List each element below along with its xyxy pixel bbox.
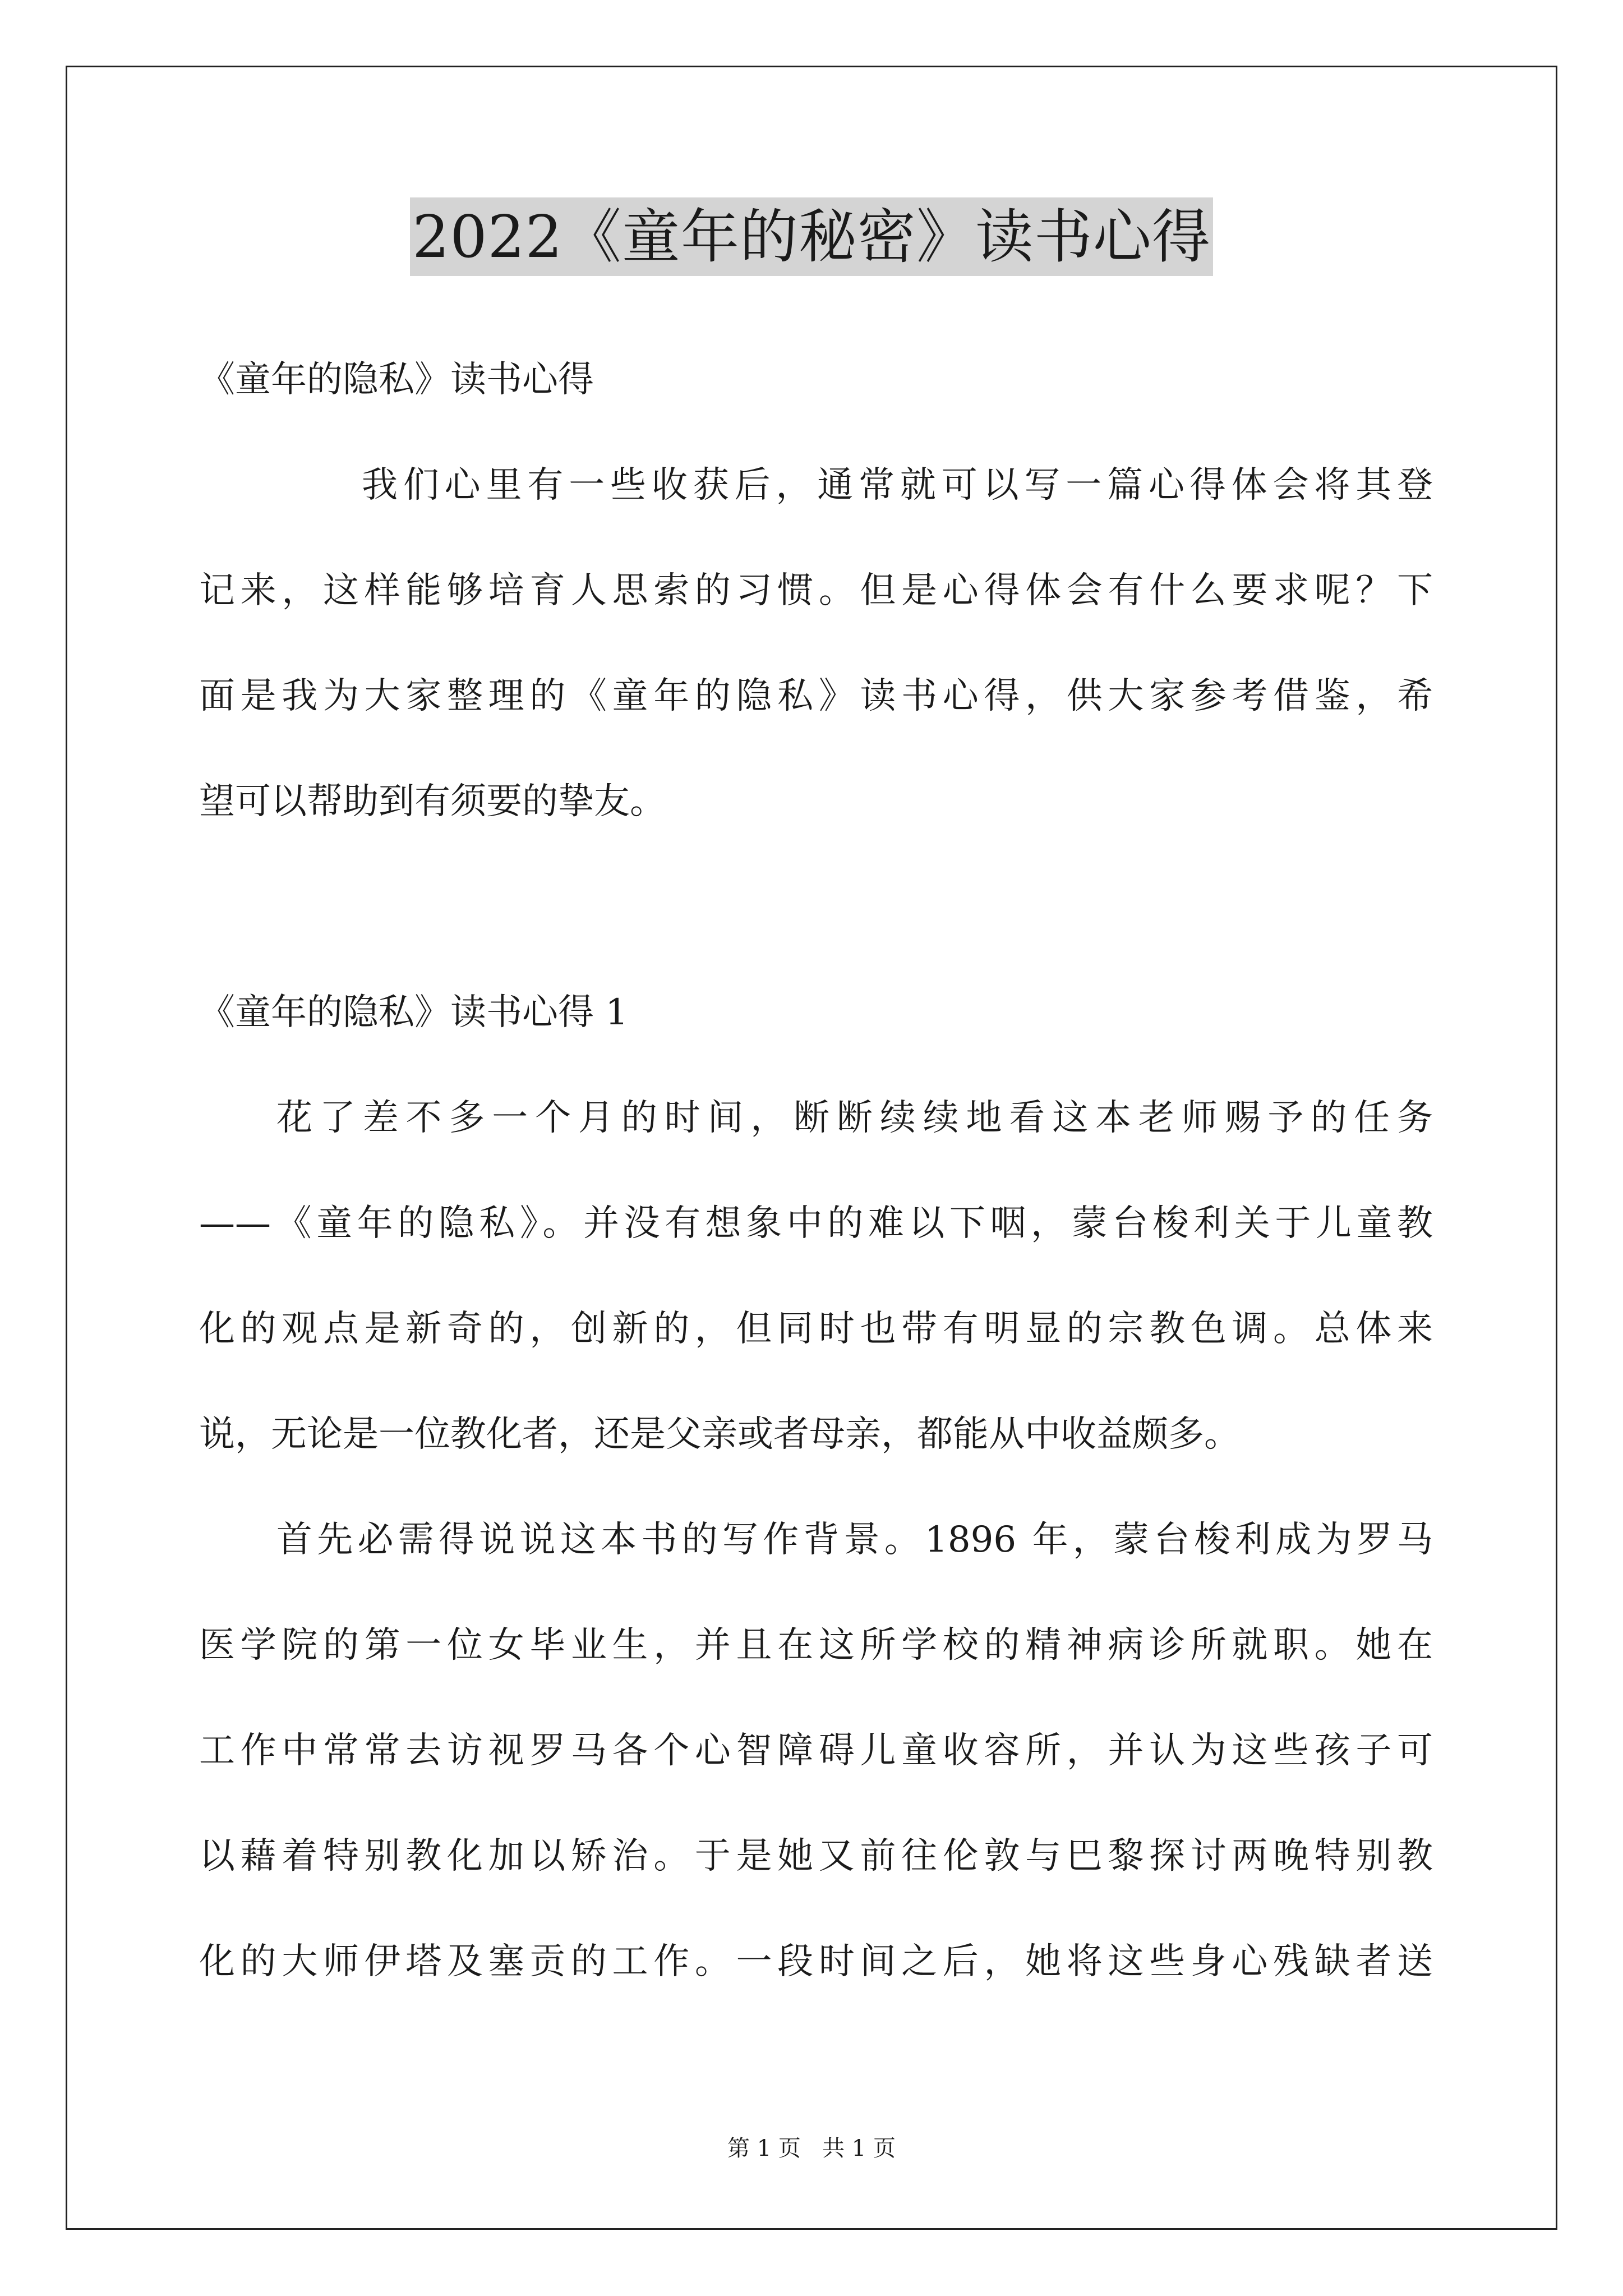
subtitle: 《童年的隐私》读书心得: [199, 359, 594, 401]
document-body: [199, 343, 1433, 2031]
intro-line: 面是我为大家整理的《童年的隐私》读书心得，供大家参考借鉴，希: [199, 675, 1433, 717]
page-footer: 第 1 页 共 1 页: [727, 2136, 896, 2161]
paragraph-line: 工作中常常去访视罗马各个心智障碍儿童收容所，并认为这些孩子可: [199, 1730, 1433, 1772]
intro-line: 记来，这样能够培育人思索的习惯。但是心得体会有什么要求呢？下: [199, 570, 1433, 611]
paragraph-line: 以藉着特别教化加以矫治。于是她又前往伦敦与巴黎探讨两晚特别教: [199, 1835, 1433, 1877]
paragraph-line: 首先必需得说说这本书的写作背景。1896 年，蒙台梭利成为罗马: [276, 1519, 1433, 1561]
paragraph-line: 医学院的第一位女毕业生，并且在这所学校的精神病诊所就职。她在: [199, 1625, 1433, 1666]
paragraph-line: ——《童年的隐私》。并没有想象中的难以下咽，蒙台梭利关于儿童教: [199, 1203, 1433, 1244]
paragraph-line: 化的大师伊塔及塞贡的工作。一段时间之后，她将这些身心残缺者送: [199, 1941, 1433, 1982]
title-wrap: [0, 197, 1623, 276]
paragraph-line: 花了差不多一个月的时间，断断续续地看这本老师赐予的任务: [276, 1097, 1433, 1139]
section-heading: 《童年的隐私》读书心得 1: [199, 992, 629, 1033]
document-title: 2022《童年的秘密》读书心得: [410, 197, 1213, 276]
paragraph-line: 化的观点是新奇的，创新的，但同时也带有明显的宗教色调。总体来: [199, 1308, 1433, 1350]
section-gap: [199, 871, 1433, 976]
intro-line: 我们心里有一些收获后，通常就可以写一篇心得体会将其登: [362, 464, 1433, 506]
paragraph-line: 说，无论是一位教化者，还是父亲或者母亲，都能从中收益颇多。: [199, 1414, 1240, 1455]
intro-line: 望可以帮助到有须要的挚友。: [199, 781, 666, 822]
